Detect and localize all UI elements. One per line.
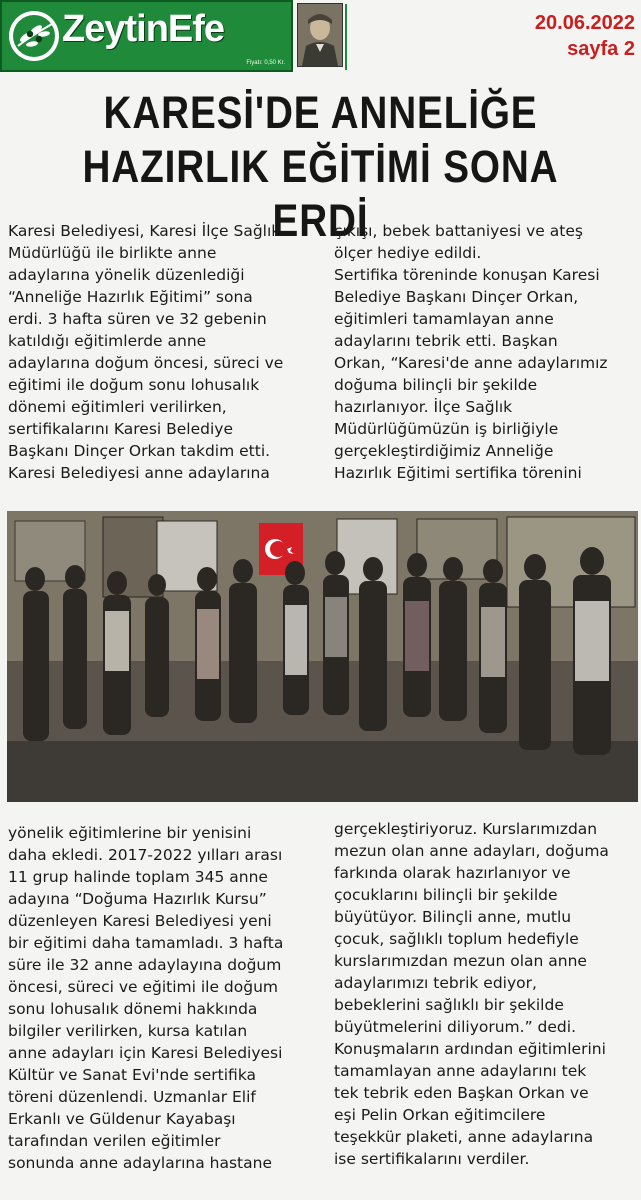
text-line: “Anneliğe Hazırlık Eğitimi” sona <box>8 288 253 306</box>
text-line: tek tebrik eden Başkan Orkan ve <box>334 1084 589 1102</box>
text-line: eğitimi ile doğum sonu lohusalık <box>8 376 260 394</box>
olive-branch-icon <box>8 10 60 62</box>
text-line: ölçer hediye edildi. <box>334 244 482 262</box>
text-line: bir eğitimi daha tamamladı. 3 hafta <box>8 934 284 952</box>
text-line: adayına “Doğuma Hazırlık Kursu” <box>8 890 267 908</box>
article-column-bottom-left <box>8 822 318 1174</box>
text-line: daha ekledi. 2017-2022 yılları arası <box>8 846 283 864</box>
text-line: adaylarına doğum öncesi, süreci ve <box>8 354 284 372</box>
group-photo <box>7 511 638 802</box>
text-line: Karesi Belediyesi, Karesi İlçe Sağlık <box>8 222 281 240</box>
text-line: erdi. 3 hafta süren ve 32 gebenin <box>8 310 267 328</box>
ataturk-portrait <box>297 3 343 67</box>
text-line: katıldığı eğitimlerde anne <box>8 332 207 350</box>
text-line: 11 grup halinde toplam 345 anne <box>8 868 268 886</box>
text-line: sonu lohusalık dönemi hakkında <box>8 1000 258 1018</box>
text-line: büyütüyor. Bilinçli anne, mutlu <box>334 908 572 926</box>
text-line: gerçekleştirdiğimiz Anneliğe <box>334 442 554 460</box>
text-line: eşi Pelin Orkan eğitimcilere <box>334 1106 546 1124</box>
text-line: Orkan, “Karesi'de anne adaylarımız <box>334 354 608 372</box>
text-line: çocuk, sağlıklı toplum hedefiyle <box>334 930 579 948</box>
text-line: teşekkür plaketi, anne adaylarına <box>334 1128 594 1146</box>
text-line: tamamlayan anne adaylarını tek <box>334 1062 587 1080</box>
text-line: Müdürlüğü ile birlikte anne <box>8 244 217 262</box>
text-line: tarafından verilen eğitimler <box>8 1132 221 1150</box>
article-column-top-right <box>334 220 636 484</box>
headline-line-2: HAZIRLIK EĞİTİMİ SONA ERDİ <box>82 141 559 246</box>
text-line: dönemi eğitimleri verilirken, <box>8 398 227 416</box>
text-line: öncesi, süreci ve eğitimi ile doğum <box>8 978 279 996</box>
text-line: adaylarını tebrik etti. Başkan <box>334 332 558 350</box>
text-line: gerçekleştiriyoruz. Kurslarımızdan <box>334 820 598 838</box>
issue-date-block <box>535 10 635 62</box>
text-line: büyütmelerini diliyorum.” dedi. <box>334 1018 576 1036</box>
price-label: Fiyatı: 0,50 Kr. <box>246 60 285 66</box>
text-line: Sertifika töreninde konuşan Karesi <box>334 266 600 284</box>
text-line: çıkışı, bebek battaniyesi ve ateş <box>334 222 583 240</box>
text-line: Müdürlüğümüzün iş birliğiyle <box>334 420 559 438</box>
masthead-divider <box>345 4 347 70</box>
article-column-top-left <box>8 220 308 484</box>
text-line: mezun olan anne adayları, doğuma <box>334 842 609 860</box>
text-line: adaylarına yönelik düzenlediği <box>8 266 245 284</box>
text-line: Kültür ve Sanat Evi'nde sertifika <box>8 1066 257 1084</box>
text-line: yönelik eğitimlerine bir yenisini <box>8 824 252 842</box>
text-line: kurslarımızdan mezun olan anne <box>334 952 587 970</box>
text-line: Karesi Belediyesi anne adaylarına <box>8 464 270 482</box>
text-line: bebeklerini sağlıklı bir şekilde <box>334 996 564 1014</box>
issue-date: 20.06.2022 <box>534 12 635 34</box>
text-line: ise sertifikalarını verdiler. <box>334 1150 530 1168</box>
newspaper-brand: ZeytinEfe <box>62 8 225 50</box>
text-line: anne adayları için Karesi Belediyesi <box>8 1044 283 1062</box>
text-line: sertifikalarını Karesi Belediye <box>8 420 234 438</box>
text-line: Hazırlık Eğitimi sertifika törenini <box>334 464 582 482</box>
text-line: sonunda anne adaylarına hastane <box>8 1154 272 1172</box>
text-line: Başkanı Dinçer Orkan takdim etti. <box>8 442 271 460</box>
text-line: Belediye Başkanı Dinçer Orkan, <box>334 288 579 306</box>
text-line: doğuma bilinçli bir şekilde <box>334 376 538 394</box>
text-line: hazırlanıyor. İlçe Sağlık <box>334 398 513 416</box>
text-line: farkında olarak hazırlanıyor ve <box>334 864 571 882</box>
page-number: sayfa 2 <box>567 38 635 60</box>
text-line: süre ile 32 anne adaylayına doğum <box>8 956 282 974</box>
text-line: töreni düzenlendi. Uzmanlar Elif <box>8 1088 256 1106</box>
text-line: eğitimleri tamamlayan anne <box>334 310 554 328</box>
text-line: Konuşmaların ardından eğitimlerini <box>334 1040 606 1058</box>
text-line: çocuklarını bilinçli bir şekilde <box>334 886 558 904</box>
article-column-bottom-right <box>334 818 636 1170</box>
masthead-logo <box>0 0 293 72</box>
headline-line-1: KARESİ'DE ANNELİĞE <box>103 87 538 138</box>
text-line: bilgiler verilirken, kursa katılan <box>8 1022 248 1040</box>
text-line: adaylarımızı tebrik ediyor, <box>334 974 537 992</box>
text-line: Erkanlı ve Güldenur Kayabaşı <box>8 1110 236 1128</box>
text-line: düzenleyen Karesi Belediyesi yeni <box>8 912 272 930</box>
